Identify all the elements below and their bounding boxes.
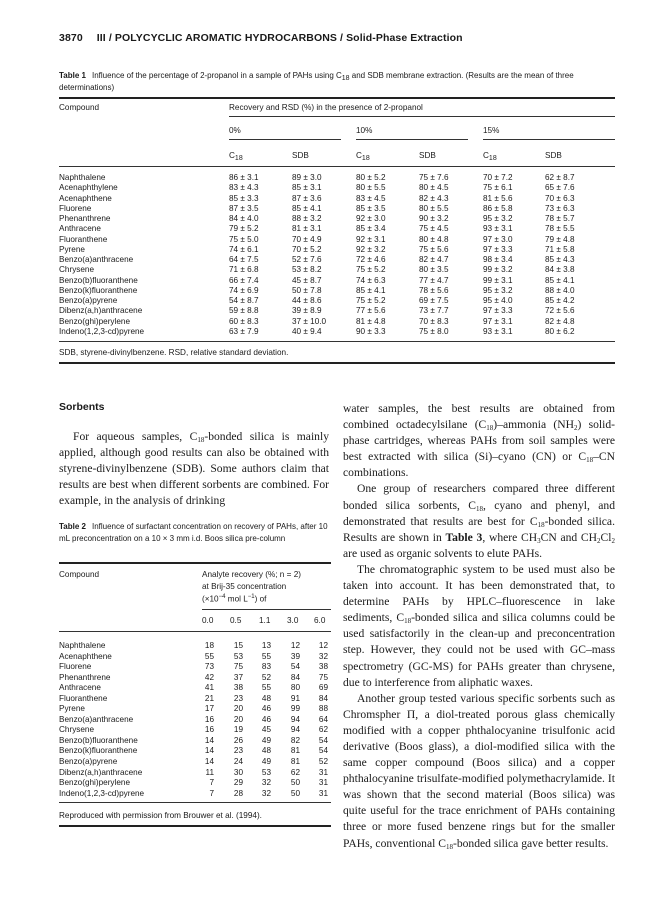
- table-cell: 64 ± 7.5: [229, 255, 259, 264]
- table-cell: 23: [233, 746, 243, 756]
- table-cell: 80: [290, 683, 300, 693]
- table-cell: 46: [261, 704, 271, 714]
- table-cell: Benzo(a)anthracene: [59, 714, 134, 724]
- table-cell: 84: [290, 672, 300, 682]
- table-cell: 82: [290, 735, 300, 745]
- table-cell: 77 ± 5.6: [356, 306, 386, 316]
- table-cell: 73 ± 7.7: [419, 306, 449, 316]
- table-cell: 85 ± 4.2: [545, 296, 575, 305]
- table-cell: 28: [233, 788, 243, 798]
- table2-end-rule: [59, 825, 331, 827]
- table-cell: Dibenz(a,h)anthracene: [59, 767, 143, 777]
- table-cell: 88 ± 4.0: [545, 285, 575, 295]
- table2-value-column: [314, 641, 328, 799]
- table-cell: Benzo(ghi)perylene: [59, 316, 131, 326]
- table-cell: 80 ± 3.5: [419, 265, 449, 275]
- table-cell: 40 ± 9.4: [292, 326, 322, 336]
- table-cell: 87 ± 3.5: [229, 203, 259, 213]
- table-cell: 70 ± 7.2: [483, 173, 513, 182]
- table1-top-rule: [59, 97, 615, 99]
- table-cell: 20: [233, 704, 243, 714]
- table-cell: 14: [204, 757, 214, 767]
- table2-value-column: [200, 641, 214, 799]
- table-cell: 42: [204, 672, 214, 682]
- table1-sub-rule-3: [483, 139, 615, 140]
- table-cell: 62: [318, 725, 328, 735]
- table-cell: 64: [318, 714, 328, 724]
- table-cell: 93 ± 3.1: [483, 326, 513, 336]
- table-cell: 26: [233, 735, 243, 745]
- body-paragraph: water samples, the best results are obtained from combined octadecylsilane $(C_{18})$–ammonia $(NH_2)$ solid-phase cartridges, whereas PAHs from soil samples were best extracted with silica (Si)–cyano (CN) or $C_{18}-CN$ combinations.: [343, 402, 615, 480]
- table2-caption: [59, 521, 331, 545]
- table1-sorbent-header: SDB: [419, 151, 436, 160]
- table-cell: 71 ± 5.8: [545, 244, 575, 254]
- table-cell: 82 ± 4.3: [419, 193, 449, 203]
- table-cell: Pyrene: [59, 704, 85, 714]
- table-cell: 20: [233, 714, 243, 724]
- table-cell: 75 ± 5.0: [229, 234, 259, 244]
- table-cell: Benzo(ghi)perylene: [59, 778, 131, 788]
- table-cell: 38: [318, 662, 328, 672]
- table-cell: 80 ± 6.2: [545, 326, 575, 336]
- table-cell: 79 ± 5.2: [229, 224, 259, 234]
- table-cell: 38: [233, 683, 243, 693]
- table-cell: Dibenz(a,h)anthracene: [59, 306, 143, 316]
- table-cell: 37: [233, 672, 243, 682]
- table1-pct-10: 10%: [356, 126, 373, 135]
- table-cell: 52: [318, 757, 328, 767]
- table-cell: 99 ± 3.2: [483, 265, 513, 275]
- table-cell: 86 ± 3.1: [229, 173, 259, 182]
- table-cell: 85 ± 4.1: [545, 275, 575, 285]
- table2-value-column: [257, 641, 271, 799]
- table1-sub-rule-1: [229, 139, 341, 140]
- table1-bottom-rule: [59, 341, 615, 342]
- table-cell: 74 ± 6.1: [229, 244, 259, 254]
- table-cell: 84: [318, 693, 328, 703]
- table-cell: 75 ± 7.6: [419, 173, 449, 182]
- table-cell: Naphthalene: [59, 173, 106, 182]
- table1-label: Table 1: [59, 71, 86, 80]
- table2-conc-header: 0.0: [202, 616, 214, 625]
- table1-sorbent-header: $C_{18}$: [229, 151, 243, 162]
- table-cell: Chrysene: [59, 725, 95, 735]
- table-cell: 91: [290, 693, 300, 703]
- table-cell: 85 ± 3.5: [356, 203, 386, 213]
- table1-pct-0: 0%: [229, 126, 241, 135]
- table-cell: 83 ± 4.5: [356, 193, 386, 203]
- body-paragraph: Another group tested various specific sorbents such as Chromspher Π, a diol-treated porous glass chemically modified with a copper phthalocyanine trisulfonic acid derivative (Boos glass), a diol-modified silica with the same copper compound (Boos silica) and a copper phthalocyanine trisulfate-modified polymethacrylamide. It was shown that the second material (Boos silica) was quite useful for the trace enrichment of PAHs containing three or more fused benzene rings but for the smaller PAHs, conventional $C_{18}$-bonded silica gave better results.: [343, 691, 615, 851]
- table1-caption-text: Influence of the percentage of 2-propanol in a sample of PAHs using $C_{18}$ and SDB membrane extraction. (Results are the mean of three determinations): [59, 71, 574, 92]
- table-cell: 60 ± 8.3: [229, 316, 259, 326]
- table-cell: 52 ± 7.6: [292, 255, 322, 264]
- table-cell: 7: [209, 778, 214, 788]
- table-cell: 37 ± 10.0: [292, 316, 327, 326]
- table-cell: 85 ± 4.1: [356, 285, 386, 295]
- table-cell: 78 ± 5.5: [545, 224, 575, 234]
- table-cell: 84 ± 4.0: [229, 214, 259, 223]
- table-cell: Phenanthrene: [59, 672, 111, 682]
- table-cell: 92 ± 3.0: [356, 214, 386, 223]
- table-cell: 97 ± 3.3: [483, 244, 513, 254]
- table1-col-compound: Compound: [59, 103, 100, 112]
- table-cell: 78 ± 5.7: [545, 214, 575, 223]
- sorbents-paragraph: For aqueous samples, $C_{18}$-bonded silica is mainly applied, although good results can also be obtained with styrene-divinylbenzene (SDB). Some authors claim that results are best when different sorbents are combined. For example, in the analysis of drinking: [59, 430, 329, 508]
- table1-footnote: SDB, styrene-divinylbenzene. RSD, relative standard deviation.: [59, 348, 289, 357]
- running-head: [59, 32, 463, 44]
- table2-conc-header: 6.0: [314, 616, 326, 625]
- table-cell: 75 ± 5.2: [356, 265, 386, 275]
- table2-value-column: [286, 641, 300, 799]
- table-cell: 81 ± 3.1: [292, 224, 322, 234]
- table-cell: Benzo(b)fluoranthene: [59, 735, 138, 745]
- table-cell: 80 ± 5.2: [356, 173, 386, 182]
- table-cell: 16: [204, 714, 214, 724]
- table-cell: 54 ± 8.7: [229, 296, 259, 305]
- table-cell: 29: [233, 778, 243, 788]
- table-cell: 14: [204, 735, 214, 745]
- table-cell: 75: [318, 672, 328, 682]
- table1-end-rule: [59, 362, 615, 364]
- table-cell: 62: [290, 767, 300, 777]
- table-cell: 55: [204, 651, 214, 661]
- table-cell: 55: [261, 651, 271, 661]
- table-cell: 19: [233, 725, 243, 735]
- table-cell: Acenaphthene: [59, 651, 112, 661]
- table1-caption: [59, 70, 619, 94]
- table-cell: Benzo(b)fluoranthene: [59, 275, 138, 285]
- table-cell: 50: [290, 788, 300, 798]
- table-cell: 97 ± 3.1: [483, 316, 513, 326]
- table2-value-column: [229, 641, 243, 799]
- table-cell: 74 ± 6.3: [356, 275, 386, 285]
- table-cell: 77 ± 4.7: [419, 275, 449, 285]
- table-cell: 69: [318, 683, 328, 693]
- table-cell: 31: [318, 788, 328, 798]
- table-cell: 81: [290, 757, 300, 767]
- table2-col-compound: Compound: [59, 570, 100, 579]
- table-cell: 75 ± 8.0: [419, 326, 449, 336]
- table-cell: 95 ± 3.2: [483, 214, 513, 223]
- table-cell: 12: [290, 641, 300, 650]
- table-cell: 94: [290, 725, 300, 735]
- table-cell: Benzo(k)fluoranthene: [59, 746, 138, 756]
- table-cell: 18: [204, 641, 214, 650]
- table-cell: 94: [290, 714, 300, 724]
- table-cell: 75 ± 4.5: [419, 224, 449, 234]
- table-cell: 75 ± 5.6: [419, 244, 449, 254]
- table2-compound-column: [59, 641, 144, 799]
- table-cell: Benzo(k)fluoranthene: [59, 285, 138, 295]
- table-cell: 89 ± 3.0: [292, 173, 322, 182]
- table1-pct-15: 15%: [483, 126, 500, 135]
- table1-sorbent-header: SDB: [292, 151, 309, 160]
- table-cell: 21: [204, 693, 214, 703]
- table2-footnote: Reproduced with permission from Brouwer et al. (1994).: [59, 811, 262, 820]
- table-cell: 16: [204, 725, 214, 735]
- table-cell: Anthracene: [59, 224, 101, 234]
- table-cell: 70 ± 6.3: [545, 193, 575, 203]
- table-cell: 73 ± 6.3: [545, 203, 575, 213]
- table1-group-rule: [229, 116, 615, 117]
- table1-sorbent-header: $C_{18}$: [483, 151, 497, 162]
- table-cell: 82 ± 4.7: [419, 255, 449, 264]
- table-cell: 69 ± 7.5: [419, 296, 449, 305]
- table-cell: 85 ± 3.1: [292, 183, 322, 193]
- table-cell: 59 ± 8.8: [229, 306, 259, 316]
- table1-value-column: [229, 173, 259, 337]
- table-cell: 48: [261, 693, 271, 703]
- table-cell: Indeno(1,2,3-cd)pyrene: [59, 326, 145, 336]
- right-column-text: [343, 401, 615, 852]
- table-cell: 84 ± 3.8: [545, 265, 575, 275]
- table2-top-rule: [59, 562, 331, 564]
- table-cell: Fluoranthene: [59, 234, 108, 244]
- table-cell: Fluoranthene: [59, 693, 108, 703]
- table-cell: 12: [318, 641, 328, 650]
- table-cell: 49: [261, 757, 271, 767]
- table-cell: 73: [204, 662, 214, 672]
- table-cell: 70 ± 4.9: [292, 234, 322, 244]
- table-cell: 13: [261, 641, 271, 650]
- sorbents-heading: Sorbents: [59, 401, 105, 413]
- table-cell: 85 ± 3.3: [229, 193, 259, 203]
- table-cell: 81: [290, 746, 300, 756]
- table-cell: 32: [261, 778, 271, 788]
- table1-header-rule: [59, 166, 615, 167]
- table1-sorbent-header: $C_{18}$: [356, 151, 370, 162]
- table2-col-group-line: ($\times 10^{-4}$ mol $L^{-1}$) of: [202, 594, 267, 604]
- table2-header-rule: [59, 631, 331, 632]
- table2-conc-header: 3.0: [287, 616, 299, 625]
- body-paragraph: One group of researchers compared three different bonded silica sorbents, $C_{18}$, cyano and phenyl, and demonstrated that results are best for $C_{18}$-bonded silica. Results are shown in Table 3, where $CH_3CN$ and $CH_2Cl_2$ are used as organic solvents to elute PAHs.: [343, 482, 616, 560]
- table-cell: 80 ± 5.5: [356, 183, 386, 193]
- table-cell: 85 ± 4.3: [545, 255, 575, 264]
- table-cell: 90 ± 3.3: [356, 326, 386, 336]
- table2-conc-header: 0.5: [230, 616, 242, 625]
- table2-col-group-line: at Brij-35 concentration: [202, 581, 287, 591]
- table-cell: 50: [290, 778, 300, 788]
- table-cell: Benzo(a)pyrene: [59, 296, 118, 305]
- table-cell: Acenaphthene: [59, 193, 112, 203]
- table-cell: 32: [318, 651, 328, 661]
- table-cell: 54: [318, 735, 328, 745]
- table-cell: 17: [204, 704, 214, 714]
- table-cell: 95 ± 3.2: [483, 285, 513, 295]
- table-cell: 85 ± 4.1: [292, 203, 322, 213]
- table-cell: 90 ± 3.2: [419, 214, 449, 223]
- table-cell: 72 ± 5.6: [545, 306, 575, 316]
- table-cell: 88 ± 3.2: [292, 214, 322, 223]
- table2-label: Table 2: [59, 522, 86, 531]
- table-cell: 86 ± 5.8: [483, 203, 513, 213]
- table1-sorbent-header: SDB: [545, 151, 562, 160]
- table-cell: 80 ± 4.8: [419, 234, 449, 244]
- table2-caption-text: Influence of surfactant concentration on recovery of PAHs, after 10 mL preconcentration on a 10 × 3 mm i.d. Boos silica pre-column: [59, 522, 328, 543]
- table1-value-column: [483, 173, 513, 337]
- table1-value-column: [356, 173, 386, 337]
- table-cell: 24: [233, 757, 243, 767]
- table-cell: 78 ± 5.6: [419, 285, 449, 295]
- table-cell: 75: [233, 662, 243, 672]
- table2-conc-header: 1.1: [259, 616, 271, 625]
- table-cell: 50 ± 7.8: [292, 285, 322, 295]
- table-cell: 11: [205, 767, 214, 777]
- table-cell: 81 ± 5.6: [483, 193, 513, 203]
- table-cell: 54: [318, 746, 328, 756]
- table-cell: 71 ± 6.8: [229, 265, 259, 275]
- table1-value-column: [545, 173, 575, 337]
- table-cell: 46: [261, 714, 271, 724]
- table-cell: 98 ± 3.4: [483, 255, 513, 264]
- table-cell: 39 ± 8.9: [292, 306, 322, 316]
- table-cell: 99 ± 3.1: [483, 275, 513, 285]
- table-cell: 75 ± 6.1: [483, 183, 513, 193]
- table-cell: 48: [261, 746, 271, 756]
- table-cell: 62 ± 8.7: [545, 173, 575, 182]
- body-paragraph: The chromatographic system to be used must also be taken into account. It has been demonstrated that, to determine PAHs by HPLC–fluorescence in lake sediments, $C_{18}$-bonded silica and silica columns could be used satisfactorily in the clean-up and preconcentration step. However, they could not be used with GC–mass spectrometry (GC-MS) for PAHs greater than chrysene, due to interference from aliphatic waxes.: [343, 562, 616, 689]
- table-cell: 82 ± 4.8: [545, 316, 575, 326]
- table1-value-column: [419, 173, 449, 337]
- table-cell: Phenanthrene: [59, 214, 111, 223]
- table-cell: 49: [261, 735, 271, 745]
- table-cell: Chrysene: [59, 265, 95, 275]
- table-cell: 39: [290, 651, 300, 661]
- table-cell: 53 ± 8.2: [292, 265, 322, 275]
- table-cell: 80 ± 4.5: [419, 183, 449, 193]
- table-cell: 15: [233, 641, 243, 650]
- table1-col-group: Recovery and RSD (%) in the presence of 2-propanol: [229, 103, 423, 112]
- table-cell: 74 ± 6.9: [229, 285, 259, 295]
- table-cell: Benzo(a)anthracene: [59, 255, 134, 264]
- table2-col-group: [202, 569, 301, 605]
- table-cell: 79 ± 4.8: [545, 234, 575, 244]
- table-cell: 45 ± 8.7: [292, 275, 322, 285]
- table-cell: Benzo(a)pyrene: [59, 757, 118, 767]
- table-cell: 53: [261, 767, 271, 777]
- page-number: 3870: [59, 32, 83, 44]
- table-cell: 88: [318, 704, 328, 714]
- table-cell: 70 ± 8.3: [419, 316, 449, 326]
- table-cell: 41: [204, 683, 214, 693]
- table-cell: 75 ± 5.2: [356, 296, 386, 305]
- table-cell: 80 ± 5.5: [419, 203, 449, 213]
- table-cell: Fluorene: [59, 662, 92, 672]
- table-cell: Acenaphthylene: [59, 183, 118, 193]
- table-cell: 31: [318, 778, 328, 788]
- table1-sub-rule-2: [356, 139, 468, 140]
- table-cell: 44 ± 8.6: [292, 296, 322, 305]
- table-cell: 23: [233, 693, 243, 703]
- table1-value-column: [292, 173, 326, 337]
- table-cell: 32: [261, 788, 271, 798]
- table-cell: 93 ± 3.1: [483, 224, 513, 234]
- table-cell: Anthracene: [59, 683, 101, 693]
- running-title: III / POLYCYCLIC AROMATIC HYDROCARBONS / Solid-Phase Extraction: [96, 32, 463, 44]
- table-cell: 45: [261, 725, 271, 735]
- table-cell: 95 ± 4.0: [483, 296, 513, 305]
- table-cell: 70 ± 5.2: [292, 244, 322, 254]
- table-cell: 72 ± 4.6: [356, 255, 386, 264]
- table-cell: Indeno(1,2,3-cd)pyrene: [59, 788, 145, 798]
- table-cell: 83: [261, 662, 271, 672]
- table-cell: 81 ± 4.8: [356, 316, 386, 326]
- table2-bottom-rule: [59, 802, 331, 803]
- table-cell: 97 ± 3.3: [483, 306, 513, 316]
- table-cell: 52: [261, 672, 271, 682]
- table-cell: 66 ± 7.4: [229, 275, 259, 285]
- table-cell: 85 ± 3.4: [356, 224, 386, 234]
- table-cell: 97 ± 3.0: [483, 234, 513, 244]
- table-cell: Pyrene: [59, 244, 85, 254]
- table-cell: Naphthalene: [59, 641, 106, 650]
- table-cell: 53: [233, 651, 243, 661]
- table-cell: 83 ± 4.3: [229, 183, 259, 193]
- table-cell: 54: [290, 662, 300, 672]
- table-cell: 63 ± 7.9: [229, 326, 259, 336]
- table-cell: 92 ± 3.2: [356, 244, 386, 254]
- table-cell: 7: [209, 788, 214, 798]
- table-cell: 55: [261, 683, 271, 693]
- table2-col-group-line: Analyte recovery (%; n = 2): [202, 570, 301, 579]
- table-cell: 65 ± 7.6: [545, 183, 575, 193]
- table-cell: 87 ± 3.6: [292, 193, 322, 203]
- table-cell: 14: [204, 746, 214, 756]
- table1-compound-column: [59, 173, 144, 337]
- table2-group-rule: [202, 609, 331, 610]
- table-cell: 92 ± 3.1: [356, 234, 386, 244]
- table-cell: 31: [318, 767, 328, 777]
- table-cell: 30: [233, 767, 243, 777]
- table-cell: 99: [290, 704, 300, 714]
- table-cell: Fluorene: [59, 203, 92, 213]
